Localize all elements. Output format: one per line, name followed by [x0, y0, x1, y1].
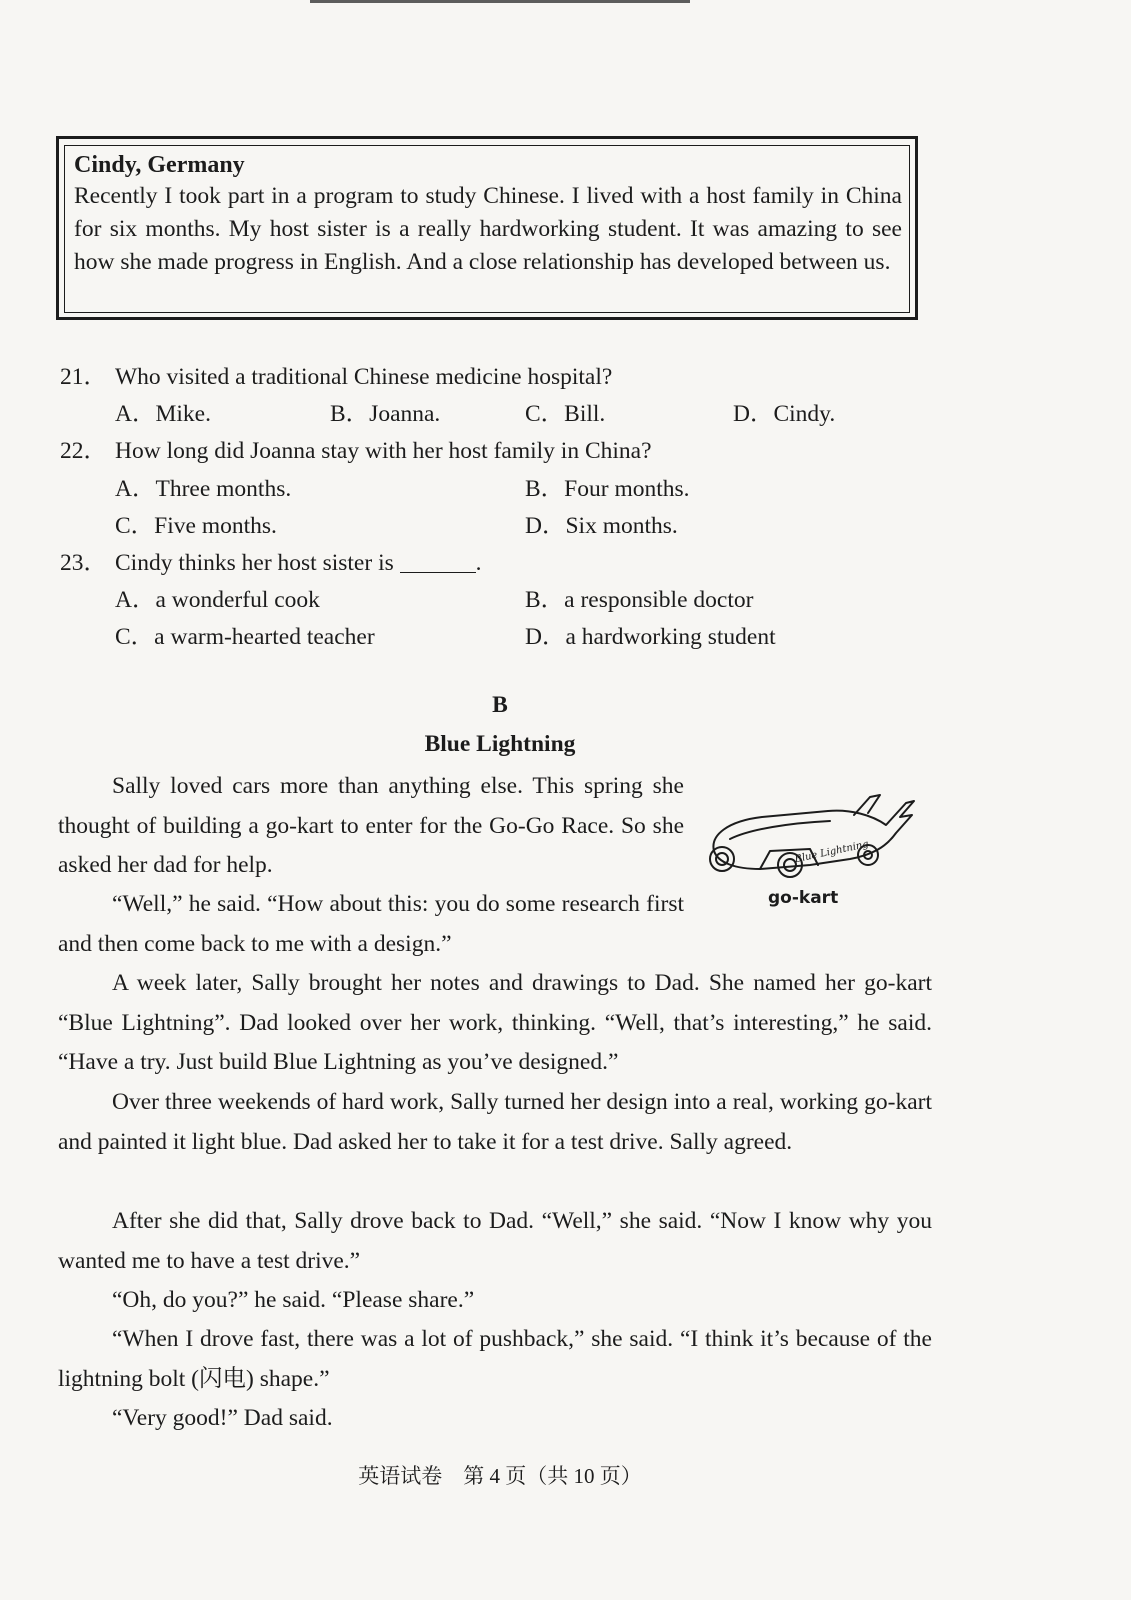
section-letter: B	[492, 692, 508, 718]
paragraph-7: “When I drove fast, there was a lot of pushback,” she said. “I think it’s because of the lightning bolt (闪电) shape.”	[58, 1326, 932, 1392]
option-c: C．a warm-hearted teacher	[115, 624, 375, 650]
paragraph-3: A week later, Sally brought her notes and drawings to Dad. She named her go-kart “Blue Lightning”. Dad looked over her work, thinking. “Well, that’s interesting,” he said. “Have a try. Just build Blue Lightning as you’ve designed.”	[58, 970, 932, 1075]
option-d: D．Cindy.	[733, 401, 836, 427]
option-a: A．Three months.	[115, 476, 292, 502]
paragraph-6: “Oh, do you?” he said. “Please share.”	[112, 1287, 475, 1313]
paragraph-2: “Well,” he said. “How about this: you do some research first and then come back to me with a design.”	[58, 891, 684, 957]
question-number: 23．	[60, 550, 107, 576]
option-d: D．Six months.	[525, 513, 678, 539]
paragraph-5: After she did that, Sally drove back to Dad. “Well,” she said. “Now I know why you wanted me to have a test drive.”	[58, 1208, 932, 1274]
go-kart-label: go-kart	[768, 888, 839, 908]
testimony-box	[64, 145, 910, 313]
go-kart-illustration	[700, 793, 920, 883]
passage-title: Blue Lightning	[424, 731, 576, 757]
option-c: C．Bill.	[525, 401, 606, 427]
option-b: B．Four months.	[525, 476, 690, 502]
question-number: 22．	[60, 438, 107, 464]
paragraph-8: “Very good!” Dad said.	[112, 1405, 333, 1431]
question-number: 21．	[60, 364, 107, 390]
answer-blank	[400, 552, 476, 573]
option-c: C．Five months.	[115, 513, 277, 539]
page-footer: 英语试卷 第 4 页（共 10 页）	[358, 1464, 642, 1488]
option-b: B．Joanna.	[330, 401, 441, 427]
testimony-author: Cindy, Germany	[74, 152, 245, 178]
paragraph-1: Sally loved cars more than anything else. This spring she thought of building a go-kart to enter for the Go-Go Race. So she asked her dad for help.	[58, 773, 684, 878]
question-stem: How long did Joanna stay with her host family in China?	[115, 438, 652, 464]
question-stem: Cindy thinks her host sister is .	[115, 550, 482, 576]
option-d: D．a hardworking student	[525, 624, 776, 650]
paragraph-4: Over three weekends of hard work, Sally turned her design into a real, working go-kart and painted it light blue. Dad asked her to take it for a test drive. Sally agreed.	[58, 1089, 932, 1155]
option-b: B．a responsible doctor	[525, 587, 754, 613]
option-a: A．Mike.	[115, 401, 211, 427]
scan-edge-line	[310, 0, 690, 3]
testimony-text: Recently I took part in a program to study Chinese. I lived with a host family in China for six months. My host sister is a really hardworking student. It was amazing to see how she made progress in English. And a close relationship has developed between us.	[74, 183, 902, 275]
option-a: A．a wonderful cook	[115, 587, 320, 613]
car-lettering: Blue Lightning	[793, 838, 870, 866]
question-stem: Who visited a traditional Chinese medicine hospital?	[115, 364, 613, 390]
